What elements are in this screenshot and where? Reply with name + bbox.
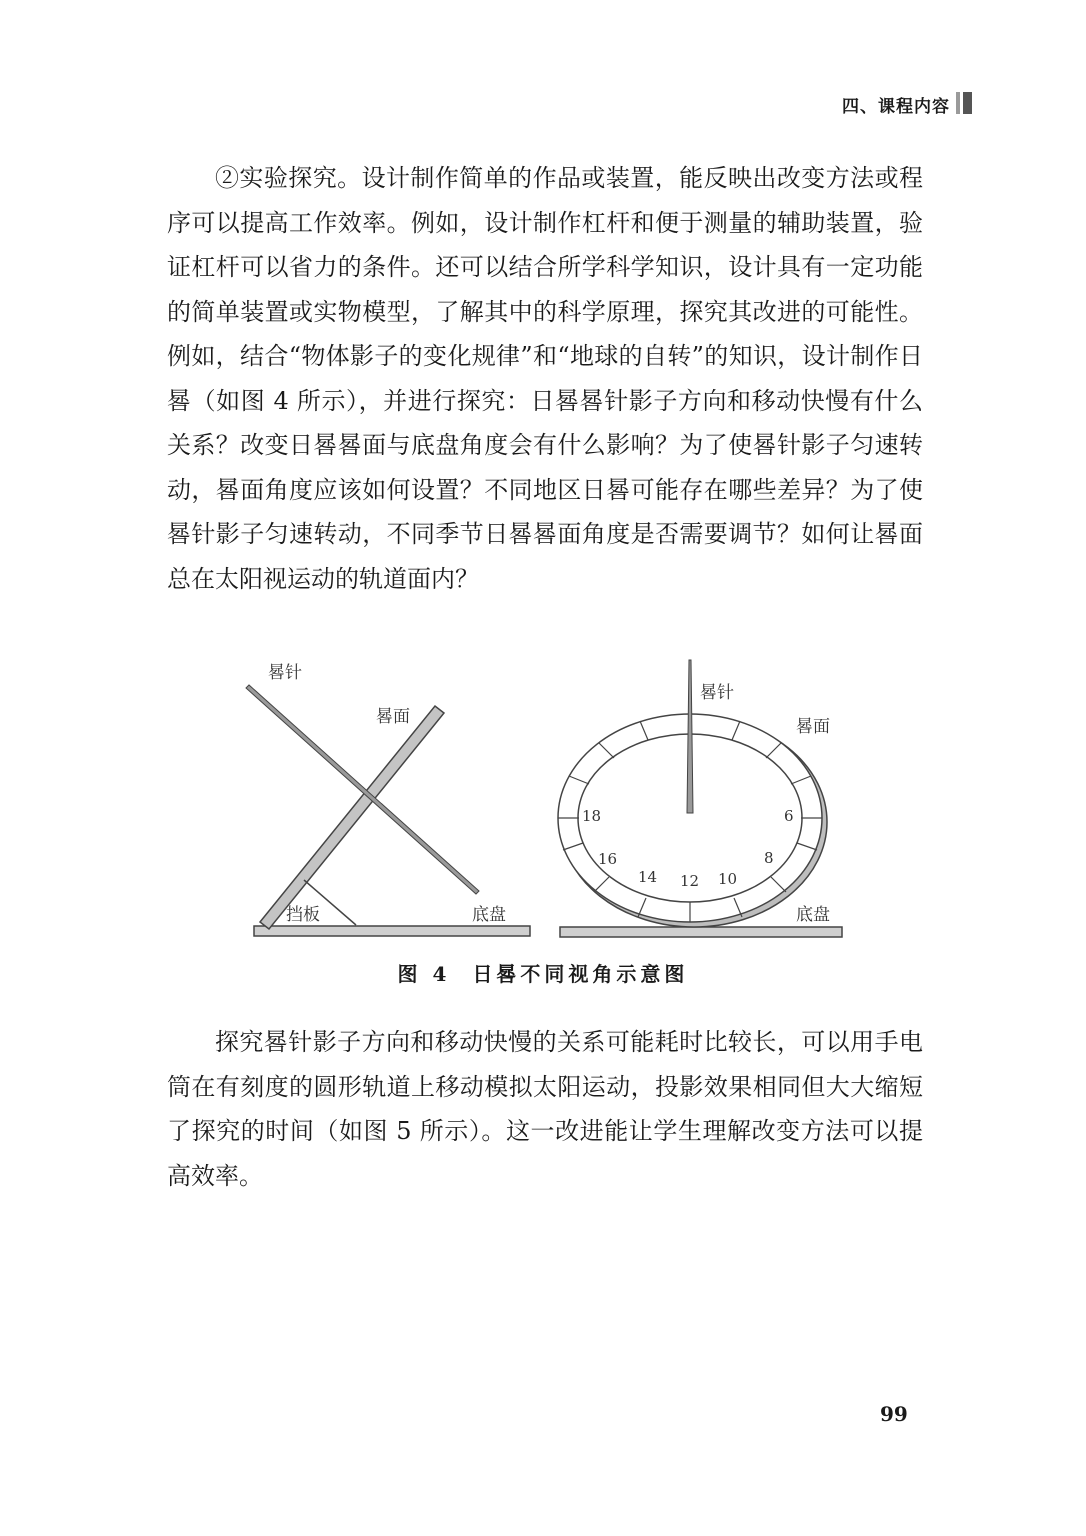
sundial-figure	[236, 650, 856, 950]
side-gnomon-label: 晷针	[268, 663, 302, 683]
figure-caption	[0, 958, 1086, 987]
side-base-label: 底盘	[472, 905, 506, 925]
front-gnomon-rod	[687, 660, 693, 813]
front-face-label: 晷面	[796, 717, 830, 737]
side-face-board	[260, 706, 444, 929]
paragraph-flashlight: 探究晷针影子方向和移动快慢的关系可能耗时比较长，可以用手电筒在有刻度的圆形轨道上移动模拟太阳运动，投影效果相同但大大缩短了探究的时间（如图 5 所示）。这一改进能让学生理解改变方法可以提高效率。	[167, 1028, 923, 1190]
hour-label-16: 16	[598, 850, 618, 868]
front-gnomon-label: 晷针	[700, 683, 734, 703]
page-number: 99	[880, 1402, 908, 1426]
sundial-side-view	[246, 663, 530, 936]
hour-label-12: 12	[680, 872, 700, 890]
sundial-diagram	[236, 650, 856, 950]
side-stop-label: 挡板	[286, 905, 320, 925]
hour-label-18: 18	[582, 807, 602, 825]
header-decoration-bars	[956, 92, 972, 114]
front-base-plate	[560, 927, 842, 937]
side-face-label: 晷面	[376, 707, 410, 727]
front-base-label: 底盘	[796, 905, 830, 925]
running-header: 四、课程内容	[842, 97, 950, 117]
caption-title: 日晷不同视角示意图	[472, 962, 689, 986]
paragraph-experiment: ②实验探究。设计制作简单的作品或装置，能反映出改变方法或程序可以提高工作效率。例如，设计制作杠杆和便于测量的辅助装置，验证杠杆可以省力的条件。还可以结合所学科学知识，设计具有一定功能的简单装置或实物模型，了解其中的科学原理，探究其改进的可能性。例如，结合“物体影子的变化规律”和“地球的自转”的知识，设计制作日晷（如图 4 所示），并进行探究：日晷晷针影子方向和移动快慢有什么关系？改变日晷晷面与底盘角度会有什么影响？为了使晷针影子匀速转动，晷面角度应该如何设置？不同地区日晷可能存在哪些差异？为了使晷针影子匀速转动，不同季节日晷晷面角度是否需要调节？如何让晷面总在太阳视运动的轨道面内？	[167, 164, 923, 593]
hour-label-8: 8	[764, 849, 774, 867]
sundial-front-view	[558, 660, 842, 937]
side-base-plate	[254, 926, 530, 936]
side-gnomon-rod	[246, 685, 479, 894]
hour-label-10: 10	[718, 870, 738, 888]
hour-label-14: 14	[638, 868, 658, 886]
caption-number: 图 4	[397, 962, 451, 986]
hour-label-6: 6	[784, 807, 794, 825]
